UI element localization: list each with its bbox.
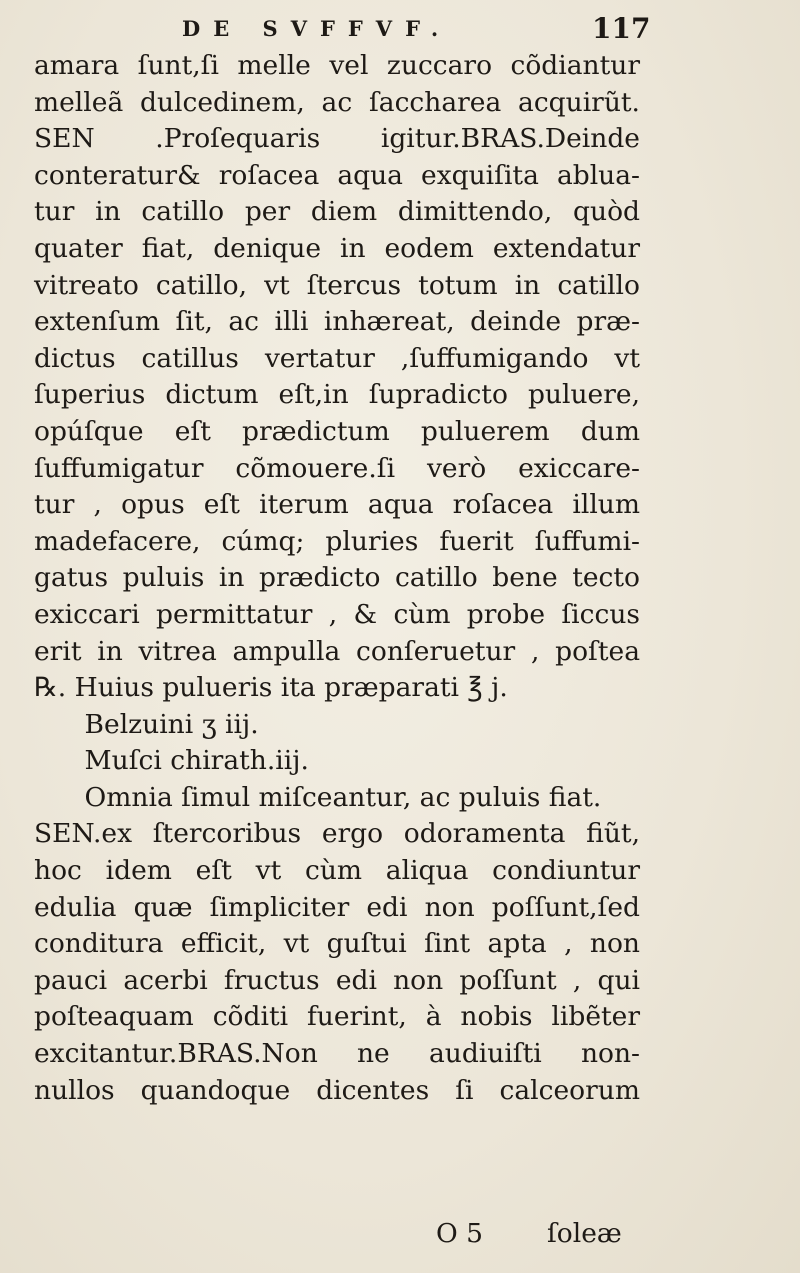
text-line: melleã dulcedinem, ac ſaccharea acquirũt. xyxy=(34,86,640,118)
text-line: hoc idem eſt vt cùm aliqua condiuntur xyxy=(34,855,640,887)
signature-mark: O 5 xyxy=(436,1218,484,1249)
text-line: erit in vitrea ampulla conſeruetur , poſtea xyxy=(34,635,640,667)
recipe-line: Belzuini ʒ iij. xyxy=(34,708,259,740)
text-line: exiccari permittatur , & cùm probe ſiccus xyxy=(34,598,640,630)
body-text xyxy=(34,48,640,1109)
text-line: quater fiat, denique in eodem extendatur xyxy=(34,232,640,264)
text-line: conditura efficit, vt guſtui ſint apta , non xyxy=(34,928,640,960)
page-number: 117 xyxy=(592,12,651,45)
catchword: ſoleæ xyxy=(547,1218,622,1249)
text-line: SEN.ex ſtercoribus ergo odoramenta fiũt, xyxy=(34,818,640,850)
text-line: nullos quandoque dicentes ſi calceorum xyxy=(34,1074,640,1106)
text-line: ſuperius dictum eſt,in ſupradicto puluere, xyxy=(34,379,640,411)
text-line: excitantur.BRAS.Non ne audiuiſti non- xyxy=(34,1038,640,1070)
text-line: edulia quæ ſimpliciter edi non poſſunt,ſed xyxy=(34,891,640,923)
text-line: poſteaquam cõditi fuerint, à nobis libẽter xyxy=(34,1001,640,1033)
text-line: dictus catillus vertatur ,ſuffumigando vt xyxy=(34,342,640,374)
text-line: extenſum ſit, ac illi inhæreat, deinde præ- xyxy=(34,306,640,338)
page-footer xyxy=(0,1216,800,1256)
text-line: tur in catillo per diem dimittendo, quòd xyxy=(34,196,640,228)
text-line: gatus puluis in prædicto catillo bene tecto xyxy=(34,562,640,594)
text-line: conteratur& roſacea aqua exquiſita ablua- xyxy=(34,159,640,191)
text-line: SEN .Proſequaris igitur.BRAS.Deinde xyxy=(34,123,640,155)
text-line: amara ſunt,ſi melle vel zuccaro cõdiantur xyxy=(34,50,640,81)
running-title: DE SVFFVF. xyxy=(182,16,452,41)
page-header xyxy=(0,8,800,48)
recipe-line: ℞. Huius pulueris ita præparati ℥ j. xyxy=(34,672,508,704)
text-line: vitreato catillo, vt ſtercus totum in catillo xyxy=(34,269,640,301)
text-line: tur , opus eſt iterum aqua roſacea illum xyxy=(34,489,640,521)
recipe-line: Omnia ſimul miſceantur, ac puluis fiat. xyxy=(34,781,602,813)
recipe-line: Muſci chirath.iij. xyxy=(34,745,309,777)
text-line: opúſque eſt prædictum puluerem dum xyxy=(34,415,640,447)
text-line: madefacere, cúmq; pluries fuerit ſuffumi- xyxy=(34,525,640,557)
text-line: ſuffumigatur cõmouere.ſi verò exiccare- xyxy=(34,452,640,484)
text-line: pauci acerbi fructus edi non poſſunt , qui xyxy=(34,964,640,996)
